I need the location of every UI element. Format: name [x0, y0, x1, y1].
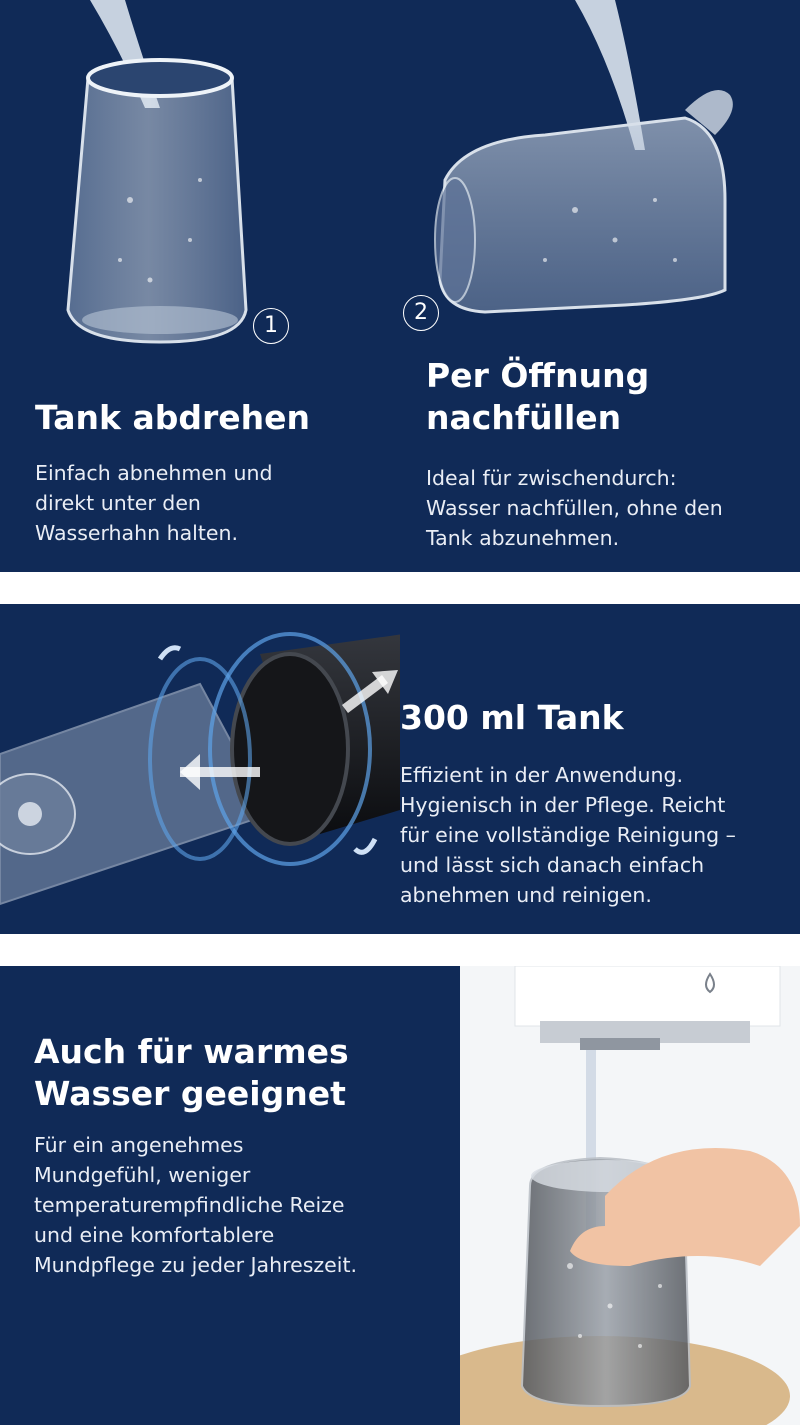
- warm-water-title: Auch für warmes Wasser geeignet: [34, 1032, 349, 1113]
- warm-water-illustration: [460, 966, 800, 1425]
- step2-text: Ideal für zwischendurch: Wasser nachfüllen, ohne den Tank abzunehmen.: [426, 466, 723, 550]
- warm-water-text: Für ein angenehmes Mundgefühl, weniger temperaturempfindliche Reize und eine komfortablere Mundpflege zu jeder Jahreszeit.: [34, 1133, 358, 1277]
- tank-removed-illustration: [50, 0, 380, 350]
- tank-detach-illustration: [0, 604, 400, 934]
- rotate-arrow-icon: [160, 648, 180, 659]
- rotate-arrow-icon: [355, 839, 375, 852]
- step1-title: Tank abdrehen: [35, 398, 310, 437]
- tank-capacity-text: Effizient in der Anwendung. Hygienisch in der Pflege. Reicht für eine vollständige Reinigung – und lässt sich danach einfach abnehmen und reinigen.: [400, 763, 736, 907]
- tank-capacity-section: [0, 604, 800, 934]
- water-tank: [68, 60, 246, 342]
- refill-section: [0, 0, 800, 572]
- tank-refill-illustration: [425, 0, 765, 330]
- step1-text: Einfach abnehmen und direkt unter den Wasserhahn halten.: [35, 461, 273, 545]
- water-tank: [440, 118, 725, 312]
- step-number-2: 2: [403, 295, 439, 331]
- tank-capacity-title: 300 ml Tank: [400, 698, 624, 737]
- step-number-1: 1: [253, 308, 289, 344]
- warm-water-section: [0, 966, 800, 1425]
- step2-title: Per Öffnung nachfüllen: [426, 356, 650, 437]
